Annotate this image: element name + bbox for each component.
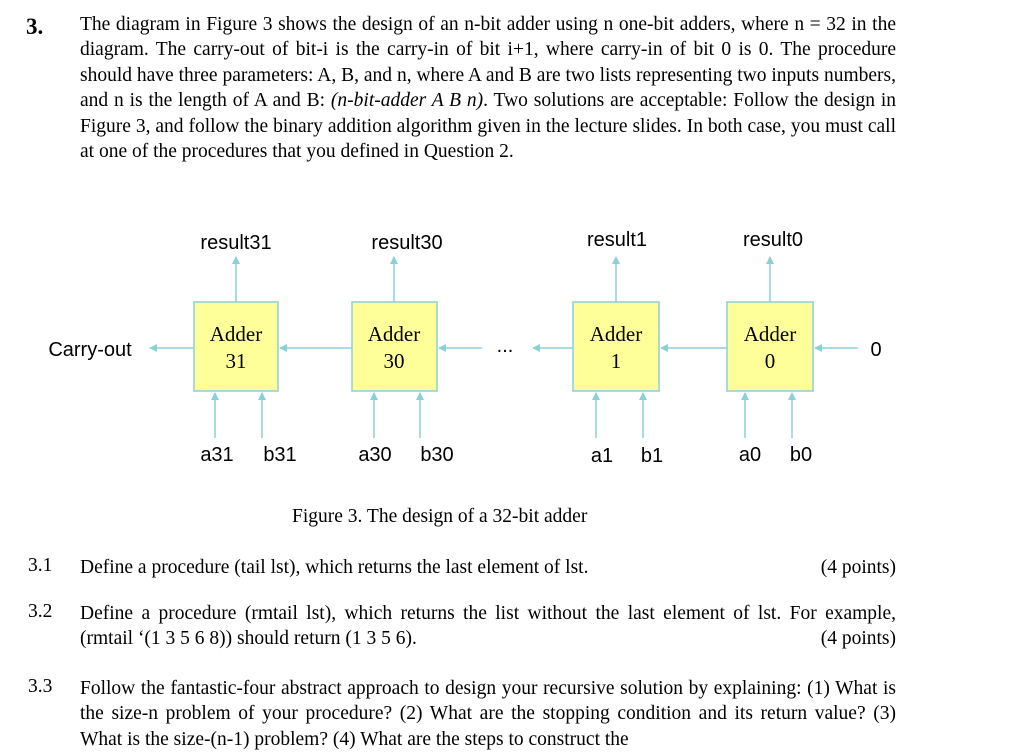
adder-box-1 (573, 302, 659, 391)
input-label-b30: b30 (420, 444, 454, 466)
subquestion-3-1 (80, 555, 896, 580)
adder-1 (573, 302, 659, 391)
carry-in-label: 0 (870, 339, 882, 361)
input-label-a30: a30 (358, 444, 392, 466)
subquestion-number-3-2: 3.2 (28, 601, 53, 622)
adder-index-1: 1 (610, 349, 622, 373)
input-label-a1: a1 (590, 445, 614, 467)
result-label-0: result0 (742, 229, 804, 251)
adder-box-31 (194, 302, 278, 391)
subquestion-number-3-1: 3.1 (28, 555, 53, 576)
adder-index-30: 30 (383, 349, 405, 373)
intro-text-1: The diagram in Figure 3 shows the design of an n-bit adder using n one-bit adders, where n = 32 in the diagram. The carry-out of bit-i is the carry-in of bit i+1, where carry-in of bit 0 is 0. The procedure should have three parameters: A, B, and n, where A and B are two lists representing two inputs numbers, and n is the length of A and B: (80, 14, 896, 112)
adder-label-1: Adder (589, 322, 643, 346)
input-label-a0: a0 (738, 444, 762, 466)
input-label-a31: a31 (200, 444, 234, 466)
subquestion-points-3-1: (4 points) (820, 557, 896, 578)
question-number: 3. (26, 14, 44, 39)
adder-index-31: 31 (225, 349, 247, 373)
adder-box-0 (727, 302, 813, 391)
input-label-b0: b0 (789, 444, 813, 466)
input-label-b1: b1 (640, 445, 664, 467)
adder-0 (727, 302, 813, 391)
ellipsis: ... (496, 335, 514, 357)
result-label-31: result31 (200, 232, 272, 254)
subquestion-text-3-2: Define a procedure (rmtail lst), which returns the list without the last element of lst. For example, (rmtail ‘(1 3 5 6 8)) should return (1 3 5 6). (80, 603, 896, 650)
subquestion-3-3 (80, 676, 896, 752)
adder-30 (352, 302, 437, 391)
adder-label-0: Adder (743, 322, 797, 346)
result-label-30: result30 (371, 232, 443, 254)
adder-index-0: 0 (764, 349, 776, 373)
subquestion-text-3-3: Follow the fantastic-four abstract approach to design your recursive solution by explaining: (1) What is the size-n problem of your procedure? (2) What are the stopping condition and its return value? (3) What is the size-(n-1) problem? (4) What are the steps to construct the (80, 678, 896, 750)
subquestion-points-3-2: (4 points) (820, 628, 896, 650)
figure-caption: Figure 3. The design of a 32-bit adder (292, 506, 588, 527)
input-label-b31: b31 (263, 444, 297, 466)
intro-signature: (n-bit-adder A B n) (330, 90, 484, 112)
intro-text-2: . Two solutions are acceptable: Follow the design in Figure 3, and follow the binary addition algorithm given in the lecture slides. In both case, you must call at one of the procedures that you defined in Question 2. (80, 90, 896, 163)
adder-label-31: Adder (209, 322, 263, 346)
adder-box-30 (352, 302, 437, 391)
carry-out-label: Carry-out (48, 339, 132, 361)
adder-label-30: Adder (367, 322, 421, 346)
adder-31 (194, 302, 278, 391)
result-label-1: result1 (586, 229, 648, 251)
subquestion-number-3-3: 3.3 (28, 676, 53, 697)
subquestion-3-2 (80, 601, 896, 652)
subquestion-text-3-1: Define a procedure (tail lst), which returns the last element of lst. (80, 557, 589, 578)
